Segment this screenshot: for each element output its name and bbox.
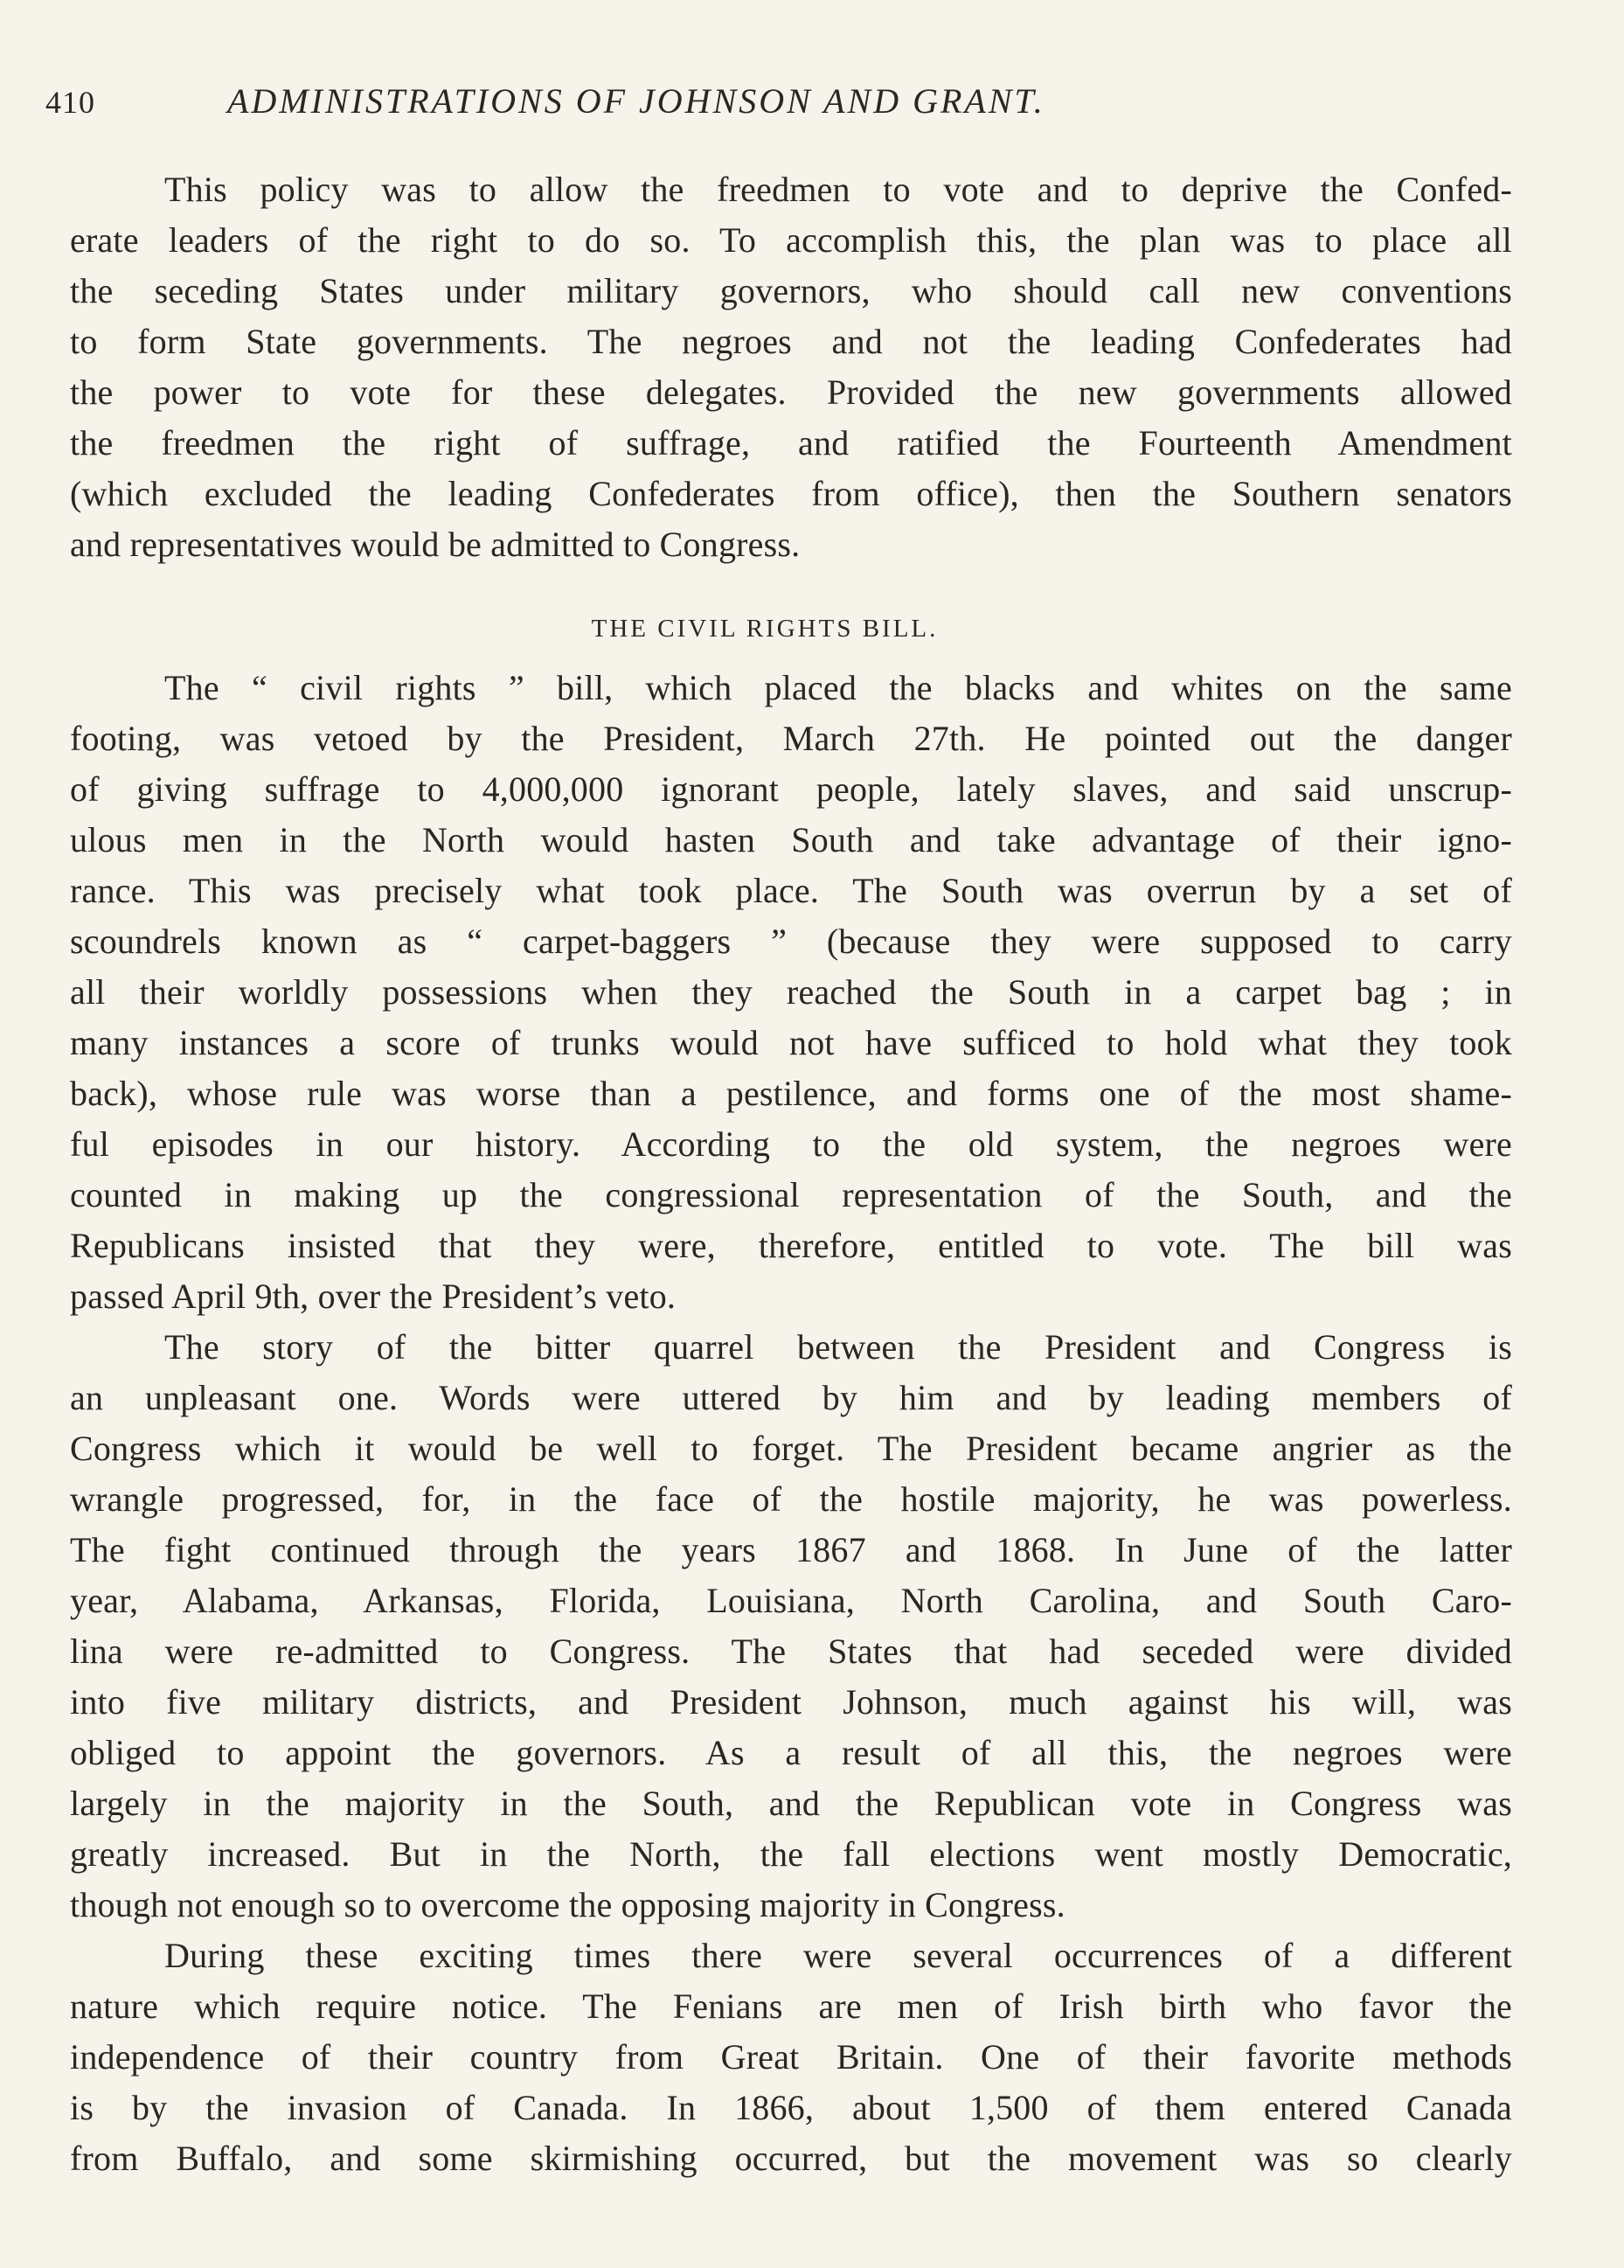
text-line: is by the invasion of Canada. In 1866, about 1,500 of them entered Canada (70, 2088, 1512, 2127)
text-line: ulous men in the North would hasten South and take advantage of their igno- (70, 820, 1512, 859)
text-line: the freedmen the right of suffrage, and ratified the Fourteenth Amendment (70, 423, 1512, 463)
body-text (70, 164, 1512, 2184)
paragraph (70, 1931, 1512, 2184)
section-heading: THE CIVIL RIGHTS BILL. (591, 615, 939, 643)
text-line: Congress which it would be well to forget. The President became angrier as the (70, 1429, 1512, 1468)
text-line: an unpleasant one. Words were uttered by him and by leading members of (70, 1378, 1512, 1417)
text-line: erate leaders of the right to do so. To accomplish this, the plan was to place all (70, 220, 1512, 260)
text-line: scoundrels known as “ carpet-baggers ” (because they were supposed to carry (70, 922, 1512, 961)
running-title: ADMINISTRATIONS OF JOHNSON AND GRANT. (227, 81, 1045, 121)
running-head (45, 80, 1295, 119)
text-line: of giving suffrage to 4,000,000 ignorant people, lately slaves, and said unscrup- (70, 769, 1512, 809)
page-number: 410 (45, 85, 95, 120)
text-line: many instances a score of trunks would not have sufficed to hold what they took (70, 1023, 1512, 1062)
text-line: the power to vote for these delegates. Provided the new governments allowed (70, 372, 1512, 412)
text-line: though not enough so to overcome the opposing majority in Congress. (70, 1885, 1065, 1924)
text-line: back), whose rule was worse than a pestilence, and forms one of the most shame- (70, 1074, 1512, 1113)
text-line: independence of their country from Great Britain. One of their favorite methods (70, 2037, 1512, 2077)
text-line: all their worldly possessions when they reached the South in a carpet bag ; in (70, 972, 1512, 1012)
text-line: rance. This was precisely what took place. The South was overrun by a set of (70, 871, 1512, 910)
text-line: into five military districts, and President Johnson, much against his will, was (70, 1682, 1512, 1722)
text-line: greatly increased. But in the North, the fall elections went mostly Democratic, (70, 1834, 1512, 1874)
text-line: ful episodes in our history. According to the old system, the negroes were (70, 1124, 1512, 1164)
text-line: to form State governments. The negroes and not the leading Confederates had (70, 322, 1512, 361)
text-line: nature which require notice. The Fenians are men of Irish birth who favor the (70, 1986, 1512, 2026)
text-line: largely in the majority in the South, and the Republican vote in Congress was (70, 1784, 1512, 1823)
text-line: wrangle progressed, for, in the face of the hostile majority, he was powerless. (70, 1479, 1512, 1519)
text-line: lina were re-admitted to Congress. The States that had seceded were divided (70, 1631, 1512, 1671)
text-line: footing, was vetoed by the President, March 27th. He pointed out the danger (70, 719, 1512, 758)
text-line: This policy was to allow the freedmen to vote and to deprive the Confed- (164, 170, 1512, 209)
text-line: The “ civil rights ” bill, which placed the blacks and whites on the same (164, 668, 1512, 707)
paragraph (70, 663, 1512, 1322)
text-line: from Buffalo, and some skirmishing occurred, but the movement was so clearly (70, 2139, 1512, 2178)
paragraph (70, 164, 1512, 570)
text-line: Republicans insisted that they were, therefore, entitled to vote. The bill was (70, 1226, 1512, 1265)
text-line: The fight continued through the years 1867 and 1868. In June of the latter (70, 1530, 1512, 1569)
text-line: counted in making up the congressional representation of the South, and the (70, 1175, 1512, 1214)
text-line: The story of the bitter quarrel between the President and Congress is (164, 1327, 1512, 1367)
text-line: passed April 9th, over the President’s veto. (70, 1277, 677, 1316)
paragraph (70, 1322, 1512, 1931)
text-line: obliged to appoint the governors. As a result of all this, the negroes were (70, 1733, 1512, 1772)
text-line: the seceding States under military governors, who should call new conventions (70, 271, 1512, 310)
text-line: (which excluded the leading Confederates from office), then the Southern senators (70, 474, 1512, 513)
text-line: year, Alabama, Arkansas, Florida, Louisiana, North Carolina, and South Caro- (70, 1581, 1512, 1620)
text-line: and representatives would be admitted to Congress. (70, 525, 801, 564)
text-line: During these exciting times there were several occurrences of a different (164, 1936, 1512, 1975)
